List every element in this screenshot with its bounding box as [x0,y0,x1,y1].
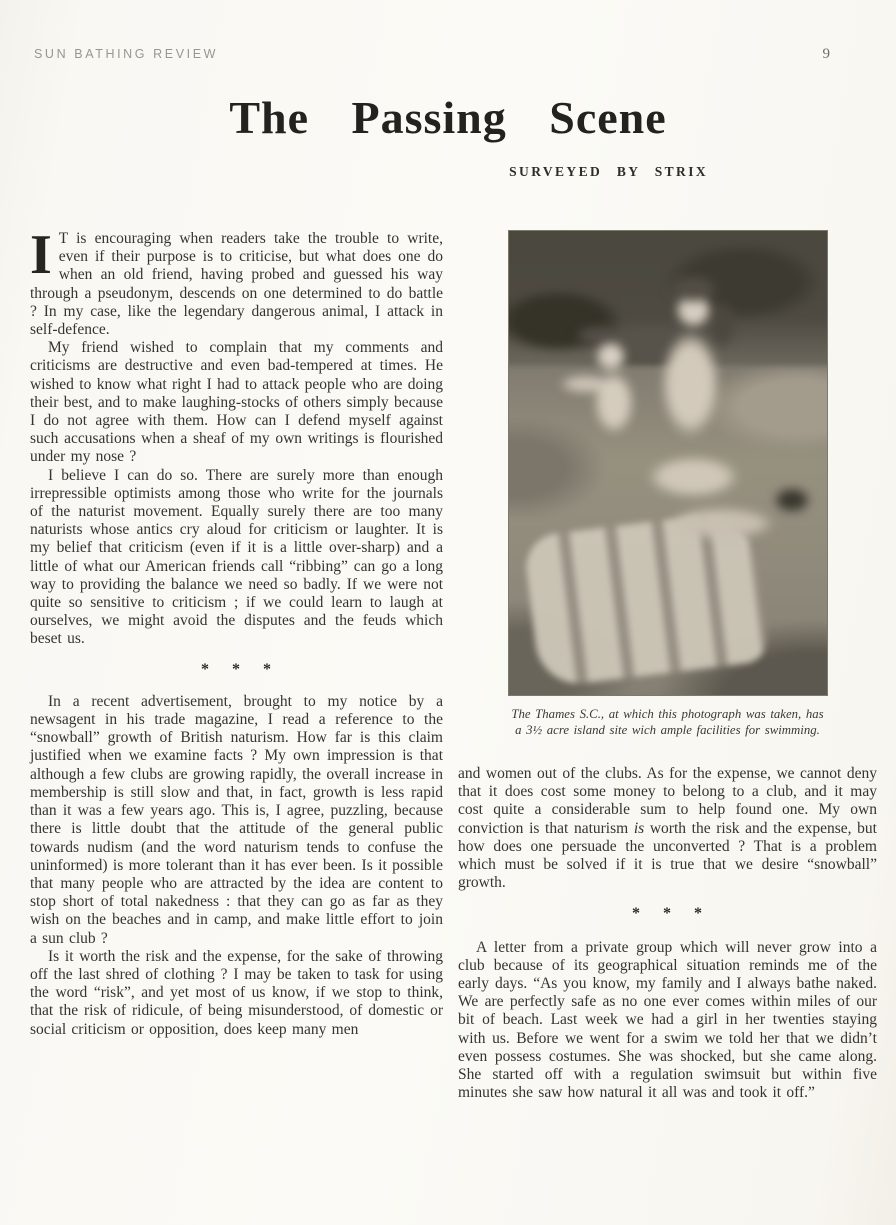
italic-word: is [633,819,645,837]
photo-people-figures [509,231,827,695]
photo-figure [508,230,828,738]
section-separator: * * * [632,905,703,923]
paragraph-intro-text: T is encouraging when readers take the trouble to write, even if their purpose is to criticise, but what does one do when an old friend, having probed and guessed his way through a pseudonym, descends on one determined to do battle ? In my case, like the legendary dangerous animal, I attack in self-defence. [30,230,443,339]
article-byline: SURVEYED BY STRIX [509,164,708,179]
photo-caption: The Thames S.C., at which this photograph was taken, has a 3½ acre island site wich ample facilities for swimming. [511,707,824,737]
continuation-text-start: and women out of the clubs. As for the expense, we cannot deny that it does cost some money to belong to a club, and it may cost quite a considerable sum to help found one. My own conviction is that naturism [458,765,877,837]
continuation-text-end: worth the risk and the expense, but how does one persuade the unconverted ? That is a problem which must be solved if it is true that we desire “snowball” growth. [458,819,877,892]
article-columns [0,224,896,1102]
paragraph-risk: Is it worth the risk and the expense, for the sake of throwing off the last shred of clothing ? I may be taken to task for using the word “risk”, and yet most of us know, if we stop to think, that the risk of ridicule, of being misunderstood, of domestic or social criticism or opposition, does keep many men [30,947,443,1038]
paragraph-continuation [458,765,877,892]
paragraph-letter: A letter from a private group which will never grow into a club because of its geographical situation reminds me of the early days. “As you know, my family and I always bathe naked. We are perfectly safe as no one ever comes within miles of our bit of beach. Last week we had a girl in her twenties staying with us. Before we went for a swim we told her that we didn’t even possess costumes. She was shocked, but she came along. She started off with a regulation swimsuit but within five minutes she saw how natural it all was and took it off.” [458,938,877,1102]
page-number: 9 [822,46,830,62]
section-separator: * * * [201,660,272,678]
left-column [30,224,443,1102]
paragraph-belief: I believe I can do so. There are surely more than enough irrepressible optimists among those who write for the journals of the naturist movement. Equally surely there are too many naturists whose antics cry aloud for criticism or laughter. It is my belief that criticism (even if it is a little over-sharp) and a little of what our American friends call “ribbing” can go a long way to providing the balance we need so badly. If we were not quite so sensitive to criticism ; if we could learn to laugh at ourselves, we might avoid the disputes and the feuds which beset us. [30,466,443,648]
drop-cap: I [30,224,52,286]
page-masthead [0,0,896,63]
magazine-title: SUN BATHING REVIEW [34,47,219,61]
right-column [458,230,877,1102]
paragraph-friend-complaint: My friend wished to complain that my comments and criticisms are destructive and even bad-tempered at times. He wished to know what right I had to attack people who are doing their best, and to make laughing-stocks of others simply because I do not agree with them. How can I defend myself against such accusations when a sheaf of my own writings is flourished under my nose ? [30,339,443,466]
paragraph-advertisement: In a recent advertisement, brought to my notice by a newsagent in his trade magazine, I read a reference to the “snowball” growth of British naturism. How far is this claim justified when we examine facts ? My own impression is that although a few clubs are growing rapidly, the overall increase in membership is still slow and that, in fact, growth is less rapid than it was a few years ago. This is, I agree, puzzling, because there is little doubt that the attitude of the general public towards nudism (and the word naturism tends to confuse the uninformed) is more tolerant than it has ever been. Is it possible that many people who are attracted by the idea are content to stop short of total nakedness : that they can go as far as they wish on the beaches and in camp, and make little effort to join a sun club ? [30,692,443,947]
photograph [508,230,828,696]
article-title: The Passing Scene [229,92,667,143]
paragraph-intro [30,224,443,339]
